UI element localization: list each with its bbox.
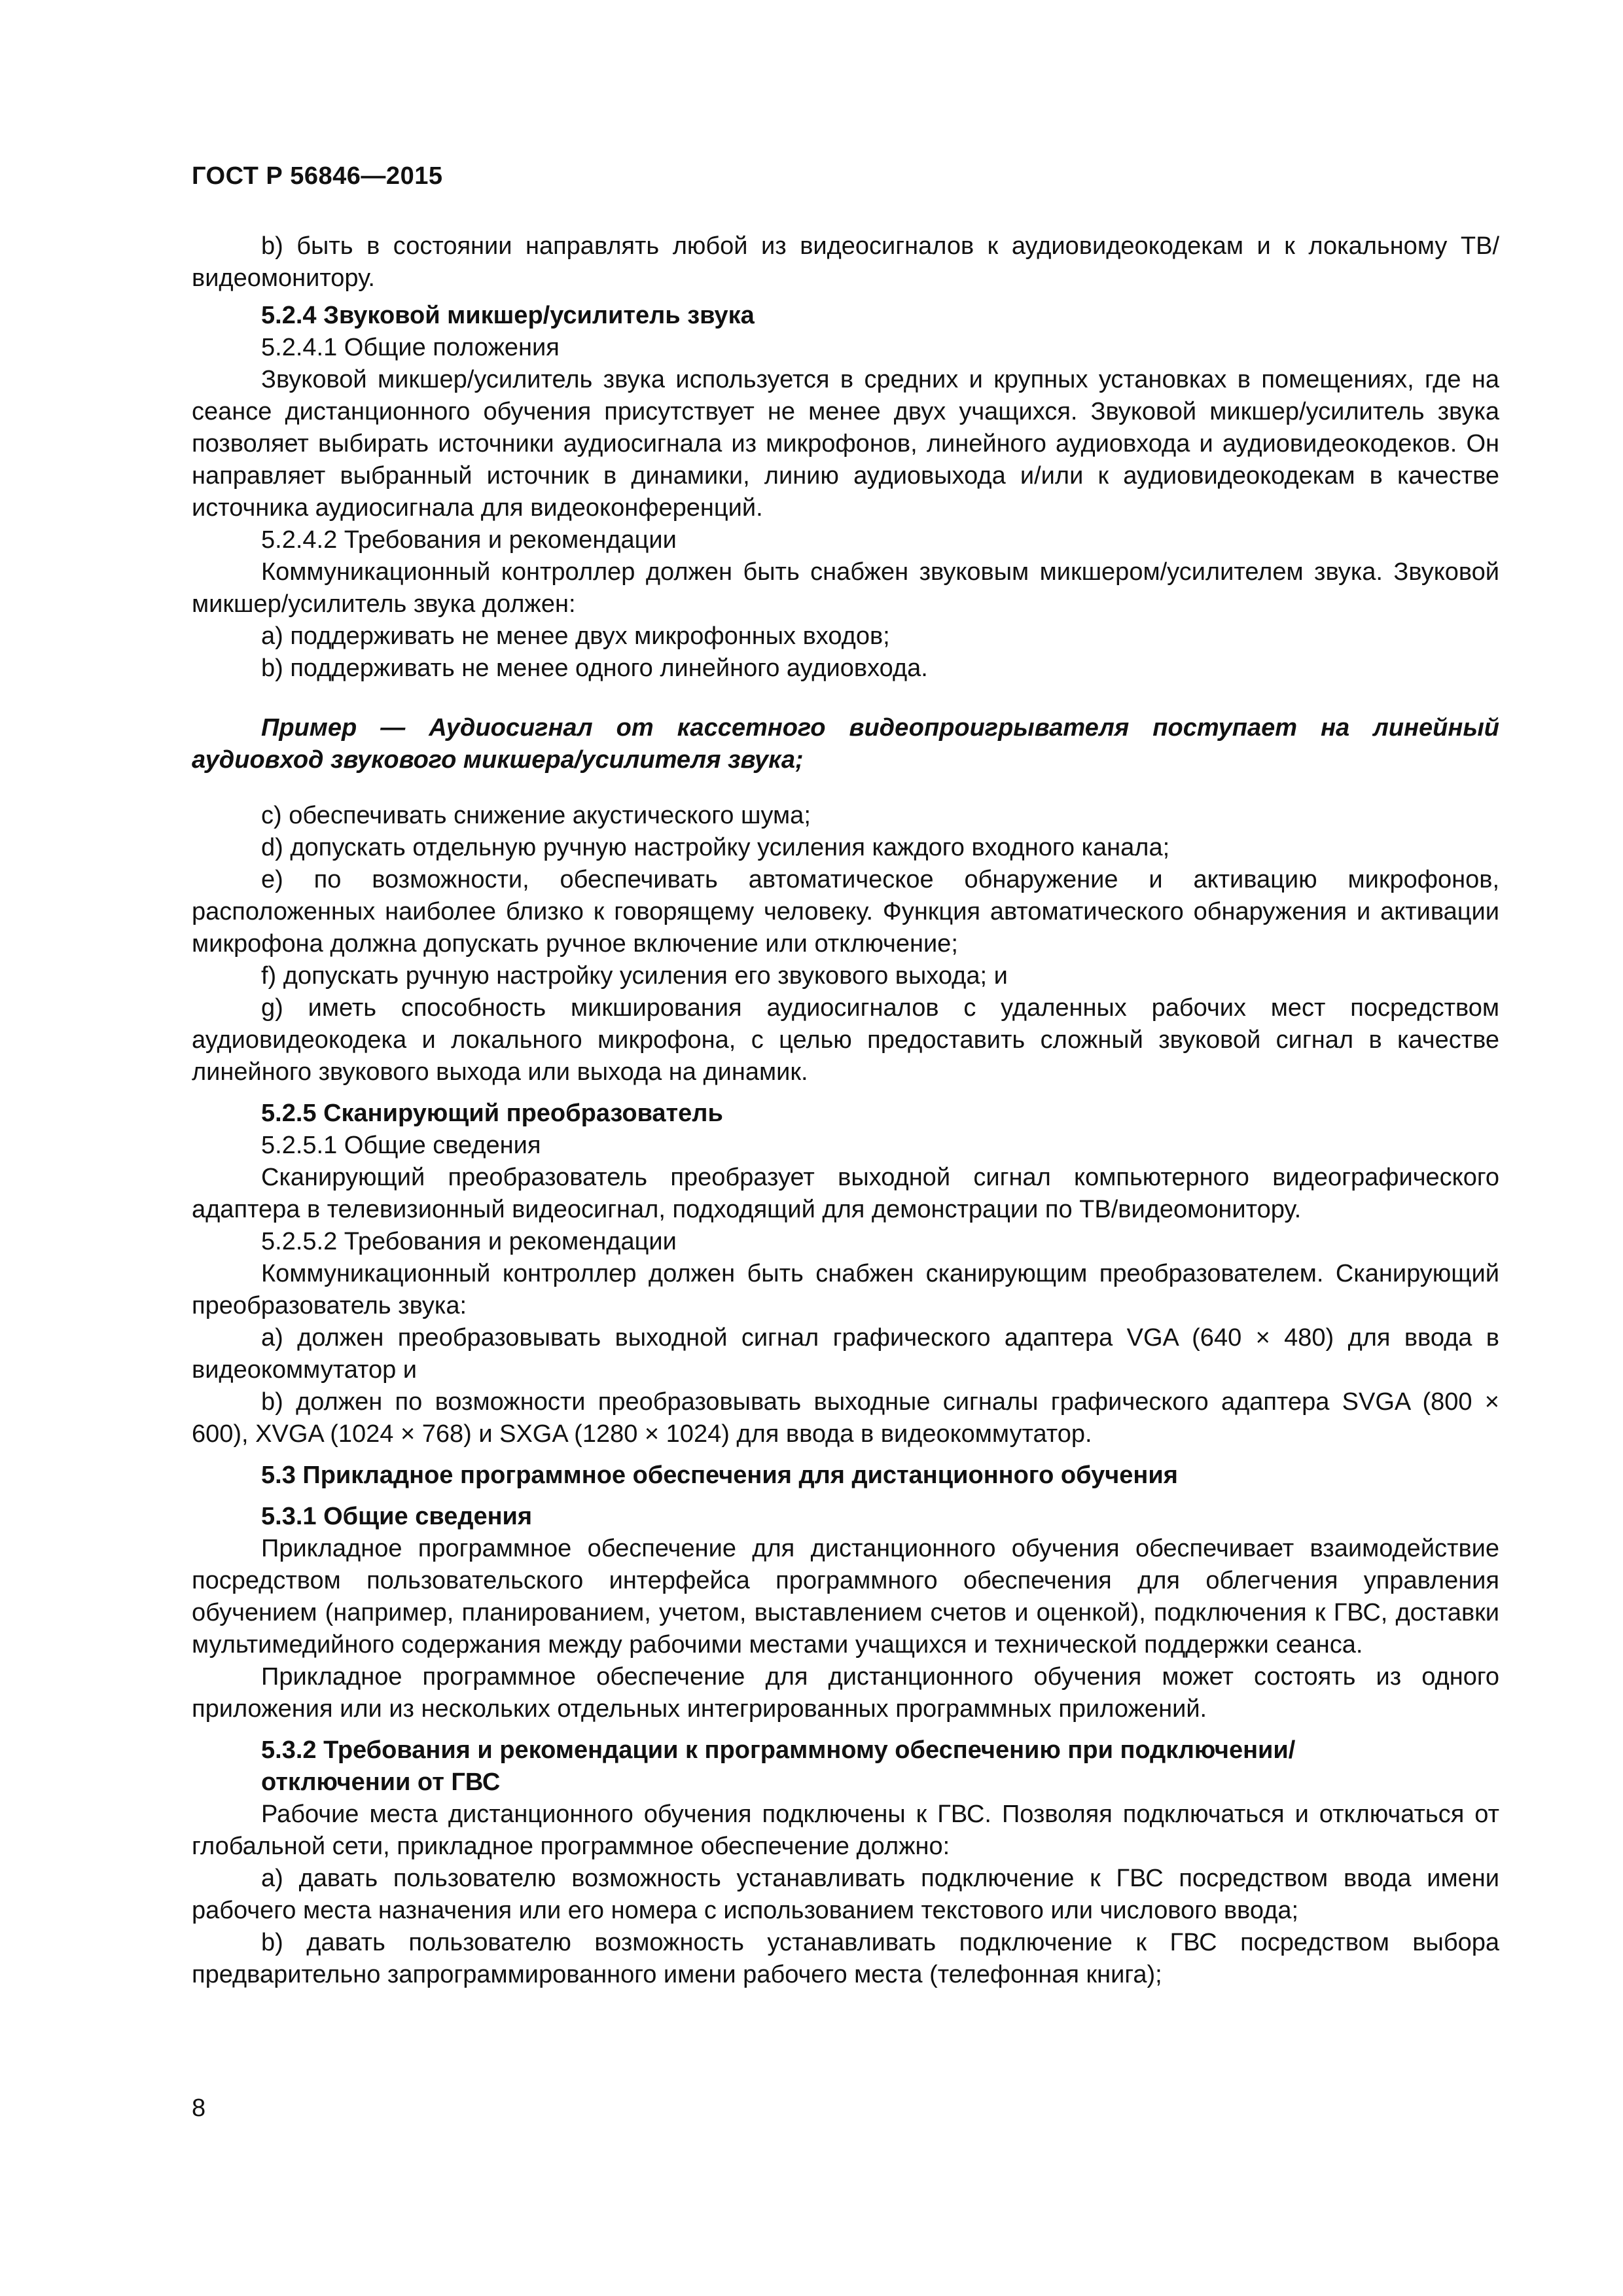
list-item-b: b) быть в состоянии направлять любой из видеосигналов к аудиовидеокодекам и к локальному ТВ/видеомонитору.	[192, 232, 1499, 292]
paragraph: Прикладное программное обеспечение для дистанционного обучения может состоять из одного приложения или из нескольких отдельных интегрированных программных приложений.	[192, 1663, 1499, 1723]
list-item-a: a) должен преобразовывать выходной сигнал графического адаптера VGA (640 × 480) для ввода в видеокоммутатор и	[192, 1324, 1499, 1384]
section-heading-5-3-2	[192, 1734, 1499, 1799]
section-heading-5-2-5: 5.2.5 Сканирующий преобразователь	[261, 1100, 723, 1127]
subsection-title-5-2-4-1: 5.2.4.1 Общие положения	[261, 334, 560, 361]
list-item-b: b) должен по возможности преобразовывать выходные сигналы графического адаптера SVGA (800 × 600), XVGA (1024 × 768) и SXGA (1280 × 1024) для ввода в видеокоммутатор.	[192, 1388, 1499, 1448]
section-heading-5-3: 5.3 Прикладное программное обеспечения для дистанционного обучения	[261, 1462, 1178, 1489]
list-item-a: a) давать пользователю возможность устанавливать подключение к ГВС посредством ввода имени рабочего места назначения или его номера с использованием текстового или числового ввода;	[192, 1865, 1499, 1924]
list-item-f: f) допускать ручную настройку усиления его звукового выхода; и	[261, 962, 1008, 990]
subsection-title-5-2-4-2: 5.2.4.2 Требования и рекомендации	[261, 526, 677, 554]
section-heading-5-2-4: 5.2.4 Звуковой микшер/усилитель звука	[261, 302, 755, 329]
list-item-g: g) иметь способность микширования аудиосигналов с удаленных рабочих мест посредством аудиовидеокодека и локального микрофона, с целью предоставить сложный звуковой сигнал в качестве линейного звукового выхода или выхода на динамик.	[192, 994, 1499, 1086]
subsection-title-5-2-5-1: 5.2.5.1 Общие сведения	[261, 1132, 541, 1159]
document-header: ГОСТ Р 56846—2015	[192, 162, 443, 190]
page-number: 8	[192, 2094, 206, 2122]
list-item-b: b) поддерживать не менее одного линейного аудиовхода.	[261, 655, 928, 682]
paragraph: Сканирующий преобразователь преобразует выходной сигнал компьютерного видеографического адаптера в телевизионный видеосигнал, подходящий для демонстрации по ТВ/видеомонитору.	[192, 1164, 1499, 1223]
list-item-d: d) допускать отдельную ручную настройку усиления каждого входного канала;	[261, 834, 1170, 861]
paragraph: Прикладное программное обеспечение для дистанционного обучения обеспечивает взаимодействие посредством пользовательского интерфейса программного обеспечения для облегчения управления обучением (например, планированием, учетом, выставлением счетов и оценкой), подключения к ГВС, доставки мультимедийного содержания между рабочими местами учащихся и технической поддержки сеанса.	[192, 1535, 1499, 1659]
paragraph: Звуковой микшер/усилитель звука используется в средних и крупных установках в помещениях, где на сеансе дистанционного обучения присутствует не менее двух учащихся. Звуковой микшер/усилитель звука позволяет выбирать источники аудиосигнала из микрофонов, линейного аудиовхода и аудиовидеокодеков. Он направляет выбранный источник в динамики, линию аудиовыхода и/или к аудиовидеокодекам в качестве источника аудиосигнала для видеоконференций.	[192, 366, 1499, 522]
example-note: Пример — Аудиосигнал от кассетного видеопроигрывателя поступает на линейный аудиовход звукового микшера/усилителя звука;	[192, 714, 1499, 774]
list-item-a: a) поддерживать не менее двух микрофонных входов;	[261, 622, 890, 650]
document-body	[192, 230, 1499, 1991]
section-heading-5-3-1: 5.3.1 Общие сведения	[261, 1503, 533, 1530]
list-item-e: e) по возможности, обеспечивать автоматическое обнаружение и активацию микрофонов, расположенных наиболее близко к говорящему человеку. Функция автоматического обнаружения и активации микрофона должна допускать ручное включение или отключение;	[192, 866, 1499, 958]
paragraph: Коммуникационный контроллер должен быть снабжен звуковым микшером/усилителем звука. Звуковой микшер/усилитель звука должен:	[192, 558, 1499, 618]
subsection-title-5-2-5-2: 5.2.5.2 Требования и рекомендации	[261, 1228, 677, 1255]
list-item-c: c) обеспечивать снижение акустического шума;	[261, 802, 811, 829]
section-heading-5-3-2-line2: отключении от ГВС	[261, 1768, 501, 1796]
paragraph: Рабочие места дистанционного обучения подключены к ГВС. Позволяя подключаться и отключаться от глобальной сети, прикладное программное обеспечение должно:	[192, 1801, 1499, 1860]
paragraph: Коммуникационный контроллер должен быть снабжен сканирующим преобразователем. Сканирующий преобразователь звука:	[192, 1260, 1499, 1319]
list-item-b: b) давать пользователю возможность устанавливать подключение к ГВС посредством выбора предварительно запрограммированного имени рабочего места (телефонная книга);	[192, 1929, 1499, 1988]
section-heading-5-3-2-line1: 5.3.2 Требования и рекомендации к программному обеспечению при подключении/	[261, 1736, 1296, 1764]
